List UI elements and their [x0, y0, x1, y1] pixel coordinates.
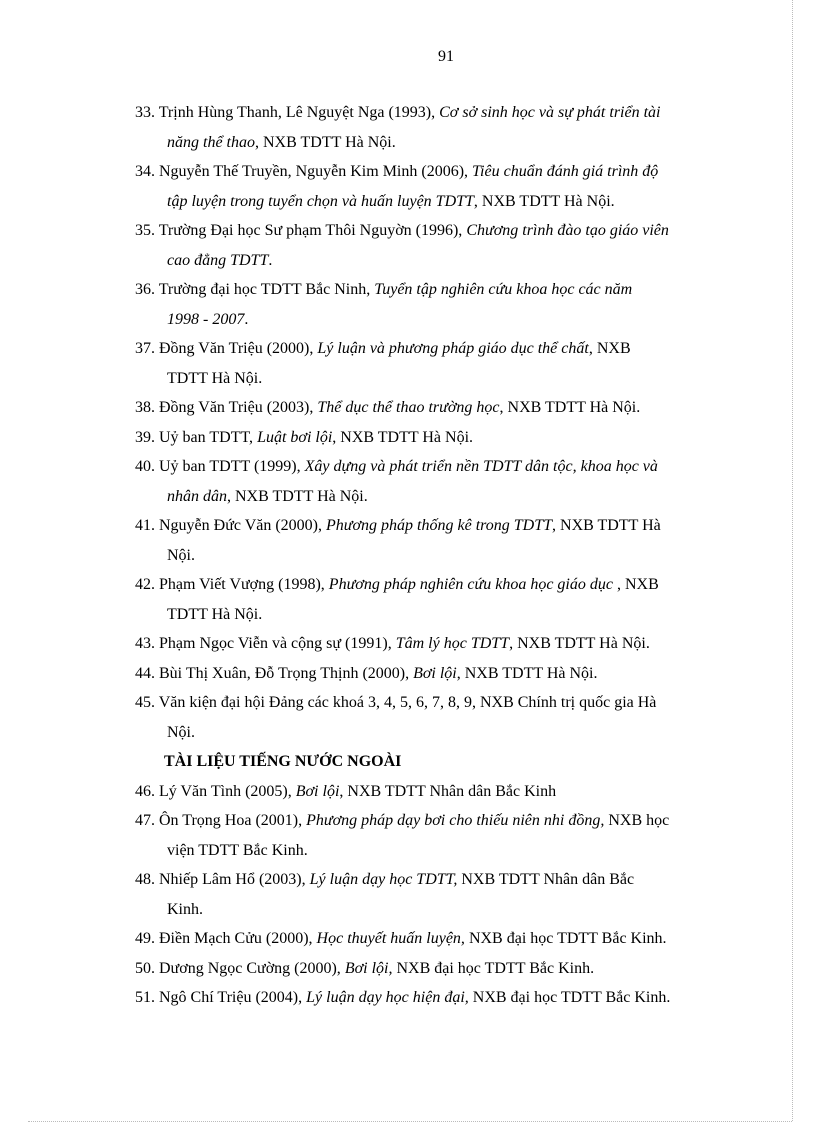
- reference-publisher: TDTT Hà Nội.: [167, 605, 263, 623]
- reference-title: Lý luận và phương pháp giáo dục thể chất: [317, 340, 589, 357]
- reference-title: 1998 - 2007: [167, 310, 245, 328]
- reference-publisher: .: [268, 251, 273, 269]
- reference-title: Học thuyết huấn luyện,: [316, 930, 465, 947]
- reference-author: Văn kiện đại hội Đảng các khoá 3, 4, 5, 6, 7, 8, 9, NXB Chính trị quốc gia Hà: [155, 694, 657, 711]
- reference-line: [135, 924, 757, 954]
- reference-number: 43.: [135, 635, 155, 652]
- reference-publisher: , NXB TDTT Hà Nội.: [499, 399, 641, 416]
- reference-item: [135, 393, 757, 423]
- reference-item: [135, 865, 757, 924]
- reference-publisher: NXB đại học TDTT Bắc Kinh.: [468, 989, 671, 1006]
- reference-item: [135, 98, 757, 157]
- reference-publisher: , NXB TDTT Hà Nội.: [255, 133, 396, 151]
- reference-title: nhân dân: [167, 487, 227, 505]
- reference-line-continued: [135, 482, 757, 512]
- reference-number: 49.: [135, 930, 155, 947]
- reference-title: Lý luận dạy học TDTT,: [309, 871, 458, 888]
- reference-number: 47.: [135, 812, 155, 829]
- reference-item: [135, 275, 757, 334]
- reference-publisher: , NXB TDTT Nhân dân Bắc Kinh: [339, 782, 557, 800]
- reference-publisher: Kinh.: [167, 900, 203, 918]
- reference-author: Đồng Văn Triệu (2003),: [155, 399, 318, 416]
- reference-author: Nhiếp Lâm Hổ (2003),: [155, 871, 310, 888]
- reference-publisher: Nội.: [167, 546, 195, 564]
- reference-publisher: , NXB: [588, 340, 631, 357]
- reference-line: [135, 452, 757, 482]
- reference-item: [135, 924, 757, 954]
- reference-author: Uỷ ban TDTT,: [155, 428, 258, 446]
- reference-author: Bùi Thị Xuân, Đỗ Trọng Thịnh (2000),: [155, 664, 414, 682]
- reference-number: 44.: [135, 664, 155, 682]
- reference-item: [135, 688, 757, 747]
- reference-author: Phạm Ngọc Viễn và cộng sự (1991),: [155, 635, 396, 652]
- reference-title: Bơi lội: [413, 664, 457, 682]
- reference-line-continued: [135, 187, 757, 217]
- reference-author: Trường đại học TDTT Bắc Ninh,: [155, 281, 375, 298]
- reference-publisher: , NXB TDTT Hà Nội.: [509, 635, 650, 652]
- reference-number: 51.: [135, 989, 155, 1006]
- reference-publisher: NXB đại học TDTT Bắc Kinh.: [392, 959, 595, 977]
- reference-title: Bơi lội,: [344, 959, 393, 977]
- reference-title: Phương pháp nghiên cứu khoa học giáo dục: [328, 576, 613, 593]
- reference-title: Thể dục thể thao trường học: [317, 399, 500, 416]
- reference-item: [135, 452, 757, 511]
- reference-item: [135, 629, 757, 659]
- reference-title: Lý luận dạy học hiện đại,: [306, 989, 469, 1006]
- reference-number: 41.: [135, 517, 155, 534]
- reference-number: 40.: [135, 458, 155, 475]
- reference-line: [135, 688, 757, 718]
- reference-item: [135, 954, 757, 984]
- reference-publisher: , NXB TDTT Hà: [552, 517, 661, 534]
- reference-title: Tuyển tập nghiên cứu khoa học các năm: [374, 281, 633, 298]
- reference-author: Đồng Văn Triệu (2000),: [155, 340, 318, 357]
- reference-author: Trịnh Hùng Thanh, Lê Nguyệt Nga (1993),: [155, 104, 440, 121]
- reference-line: [135, 334, 757, 364]
- reference-number: 36.: [135, 281, 155, 298]
- reference-publisher: TDTT Hà Nội.: [167, 369, 263, 387]
- reference-line: [135, 275, 757, 305]
- page-border-right: [792, 0, 793, 1121]
- reference-publisher: , NXB TDTT Hà Nội.: [332, 428, 474, 446]
- reference-number: 35.: [135, 222, 155, 239]
- reference-number: 42.: [135, 576, 155, 593]
- reference-line: [135, 98, 757, 128]
- section-heading: TÀI LIỆU TIẾNG NƯỚC NGOÀI: [164, 753, 402, 770]
- reference-list-foreign: [135, 777, 757, 1013]
- reference-number: 45.: [135, 694, 155, 711]
- reference-author: Lý Văn Tình (2005),: [155, 782, 296, 800]
- reference-item: [135, 983, 757, 1013]
- reference-line: [135, 570, 757, 600]
- reference-title: Chương trình đào tạo giáo viên: [466, 222, 669, 239]
- reference-line-continued: [135, 364, 757, 394]
- reference-author: Nguyễn Đức Văn (2000),: [155, 517, 327, 534]
- reference-title: Phương pháp dạy bơi cho thiếu niên nhi đồng,: [306, 812, 605, 829]
- reference-line: [135, 777, 757, 807]
- reference-number: 48.: [135, 871, 155, 888]
- reference-number: 38.: [135, 399, 155, 416]
- reference-publisher: , NXB TDTT Hà Nội.: [473, 192, 615, 210]
- reference-list: [135, 98, 757, 1013]
- reference-item: [135, 570, 757, 629]
- reference-item: [135, 777, 757, 807]
- reference-line-continued: [135, 718, 757, 748]
- page-number: 91: [438, 48, 454, 65]
- reference-line-continued: [135, 128, 757, 158]
- reference-line-continued: [135, 541, 757, 571]
- reference-author: Điền Mạch Cửu (2000),: [155, 930, 317, 947]
- reference-item: [135, 511, 757, 570]
- reference-title: Cơ sở sinh học và sự phát triển tài: [439, 104, 661, 121]
- reference-line: [135, 393, 757, 423]
- reference-publisher: , NXB: [612, 576, 659, 593]
- reference-line-continued: [135, 305, 757, 335]
- reference-author: Uỷ ban TDTT (1999),: [155, 458, 305, 475]
- reference-publisher: NXB TDTT Nhân dân Bắc: [457, 871, 635, 888]
- reference-author: Phạm Viết Vượng (1998),: [155, 576, 329, 593]
- reference-title: Tiêu chuẩn đánh giá trình độ: [472, 163, 659, 180]
- reference-line-continued: [135, 246, 757, 276]
- reference-list-vietnamese: [135, 98, 757, 747]
- reference-title: Xây dựng và phát triển nền TDTT dân tộc, khoa học và: [304, 458, 658, 475]
- reference-line: [135, 983, 757, 1013]
- reference-title: Phương pháp thống kê trong TDTT: [326, 517, 553, 534]
- reference-line: [135, 659, 757, 689]
- reference-line-continued: [135, 895, 757, 925]
- reference-line: [135, 423, 757, 453]
- reference-number: 33.: [135, 104, 155, 121]
- reference-item: [135, 157, 757, 216]
- reference-number: 50.: [135, 959, 155, 977]
- reference-line: [135, 157, 757, 187]
- reference-author: Ngô Chí Triệu (2004),: [155, 989, 307, 1006]
- reference-line: [135, 954, 757, 984]
- reference-title: Luật bơi lội: [257, 428, 333, 446]
- reference-line-continued: [135, 600, 757, 630]
- reference-title: cao đẳng TDTT: [167, 251, 269, 269]
- reference-author: Dương Ngọc Cường (2000),: [155, 959, 345, 977]
- reference-title: Tâm lý học TDTT: [395, 635, 510, 652]
- reference-title: Bơi lội: [295, 782, 340, 800]
- reference-publisher: , NXB TDTT Hà Nội.: [456, 664, 598, 682]
- reference-number: 34.: [135, 163, 155, 180]
- reference-number: 37.: [135, 340, 155, 357]
- reference-line: [135, 216, 757, 246]
- reference-publisher: viện TDTT Bắc Kinh.: [167, 841, 308, 859]
- reference-number: 39.: [135, 428, 155, 446]
- page-border-bottom: [28, 1121, 792, 1122]
- reference-title: tập luyện trong tuyển chọn và huấn luyện TDTT: [167, 192, 474, 210]
- reference-publisher: Nội.: [167, 723, 195, 741]
- reference-item: [135, 334, 757, 393]
- reference-item: [135, 659, 757, 689]
- reference-author: Trường Đại học Sư phạm Thôi Nguyờn (1996),: [155, 222, 467, 239]
- reference-publisher: .: [244, 310, 249, 328]
- reference-publisher: , NXB TDTT Hà Nội.: [227, 487, 368, 505]
- reference-line: [135, 511, 757, 541]
- reference-line: [135, 629, 757, 659]
- reference-line-continued: [135, 836, 757, 866]
- reference-line: [135, 806, 757, 836]
- reference-title: năng thể thao: [167, 133, 255, 151]
- reference-number: 46.: [135, 782, 155, 800]
- reference-item: [135, 806, 757, 865]
- reference-line: [135, 865, 757, 895]
- reference-publisher: NXB đại học TDTT Bắc Kinh.: [464, 930, 667, 947]
- reference-author: Nguyễn Thế Truyền, Nguyễn Kim Minh (2006),: [155, 163, 473, 180]
- reference-author: Ôn Trọng Hoa (2001),: [155, 812, 307, 829]
- reference-item: [135, 216, 757, 275]
- reference-publisher: NXB học: [604, 812, 670, 829]
- reference-item: [135, 423, 757, 453]
